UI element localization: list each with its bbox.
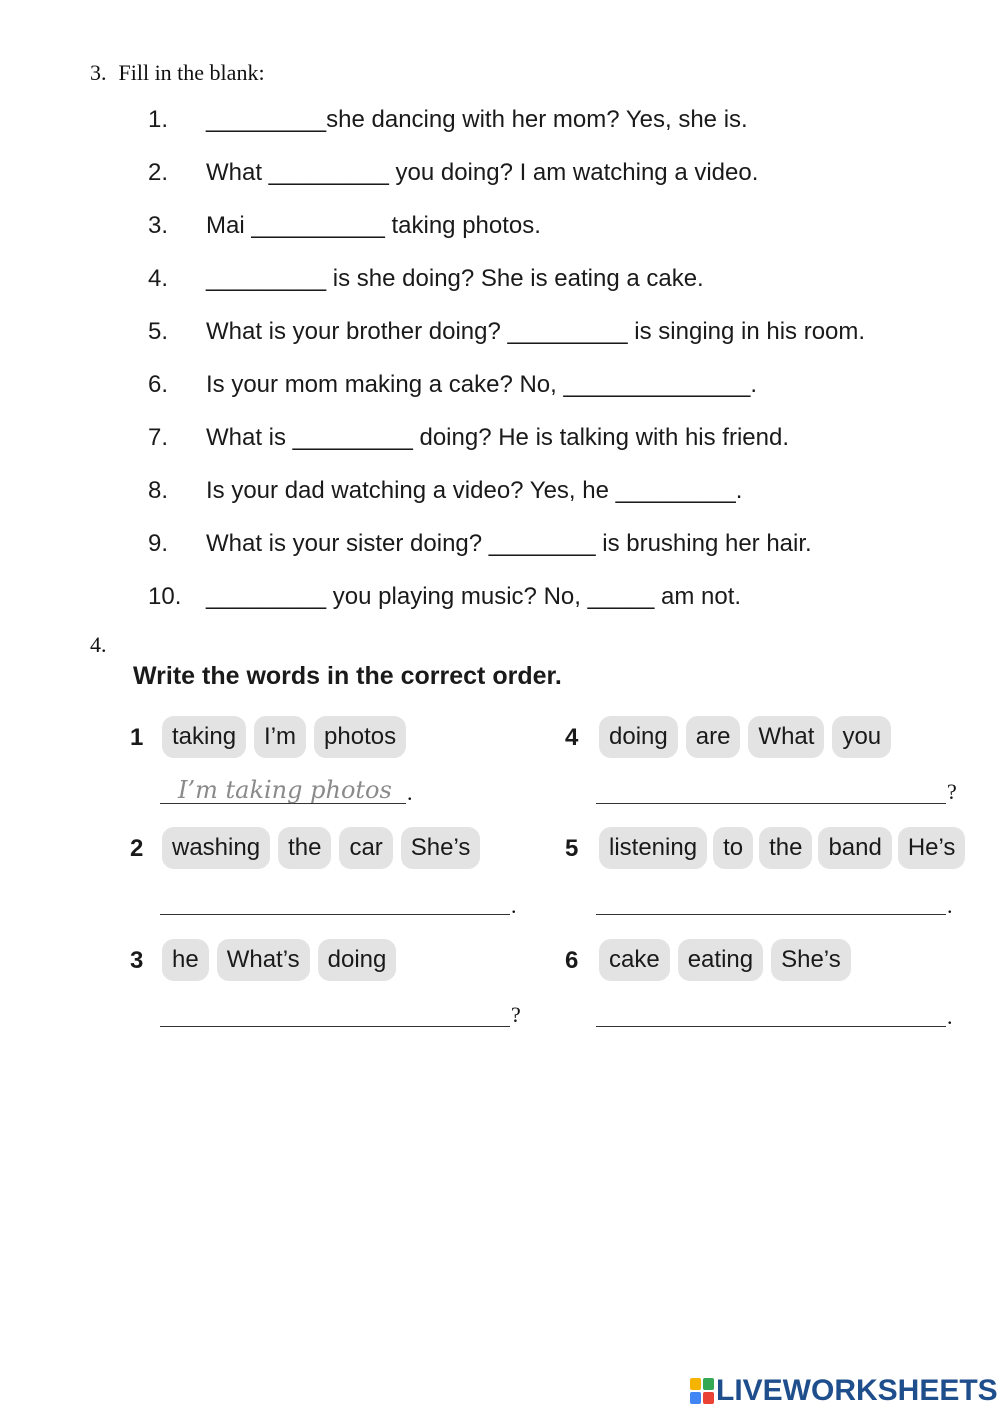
order-item-3-number: 3	[130, 947, 144, 974]
order-item-3-answer-line[interactable]	[160, 996, 510, 1027]
order-item-6-number: 6	[565, 947, 579, 974]
order-item-6-punct: .	[947, 1004, 953, 1029]
fill-item-number: 9.	[148, 530, 169, 557]
order-item-6-words	[599, 939, 851, 981]
fill-item-number: 5.	[148, 318, 169, 345]
order-item-1-punct: .	[407, 780, 413, 805]
fill-item-2	[148, 159, 758, 187]
fill-item-5	[148, 318, 865, 346]
word-chip: doing	[599, 716, 678, 758]
word-chip: to	[713, 827, 753, 869]
fill-item-number: 2.	[148, 159, 169, 186]
order-item-4-number: 4	[565, 724, 579, 751]
order-item-5-punct: .	[947, 893, 953, 918]
fill-item-number: 7.	[148, 424, 169, 451]
fill-item-text: Mai __________ taking photos.	[206, 212, 541, 239]
word-chip: the	[278, 827, 331, 869]
order-item-5-answer-line[interactable]	[596, 884, 946, 915]
order-item-3-words	[162, 939, 396, 981]
order-item-2-answer-line[interactable]	[160, 884, 510, 915]
order-item-5-number: 5	[565, 835, 579, 862]
fill-item-3	[148, 212, 541, 240]
word-chip: She’s	[771, 939, 851, 981]
word-chip: band	[818, 827, 891, 869]
order-item-4-answer-line[interactable]	[596, 773, 946, 804]
order-item-1-answer: I’m taking photos	[178, 776, 392, 804]
fill-item-text: _________she dancing with her mom? Yes, she is.	[206, 106, 748, 133]
order-item-1-number: 1	[130, 724, 144, 751]
section-3-number: 3.	[90, 60, 107, 85]
fill-item-4	[148, 265, 704, 293]
word-chip: cake	[599, 939, 670, 981]
word-chip: She’s	[401, 827, 481, 869]
fill-item-text: What is your brother doing? _________ is singing in his room.	[206, 318, 866, 345]
fill-item-text: _________ is she doing? She is eating a cake.	[206, 265, 704, 292]
word-chip: listening	[599, 827, 707, 869]
fill-item-number: 1.	[148, 106, 169, 133]
word-chip: car	[339, 827, 392, 869]
logo-square	[703, 1392, 714, 1404]
section-4-title: Write the words in the correct order.	[133, 662, 562, 690]
fill-item-number: 8.	[148, 477, 169, 504]
fill-item-text: _________ you playing music? No, _____ am not.	[206, 583, 742, 610]
word-chip: are	[686, 716, 741, 758]
order-item-2-number: 2	[130, 835, 144, 862]
fill-item-1	[148, 106, 748, 134]
word-chip: eating	[678, 939, 763, 981]
word-chip: He’s	[898, 827, 966, 869]
order-item-4-punct: ?	[947, 779, 957, 804]
liveworksheets-logo-icon	[690, 1378, 714, 1404]
logo-square	[690, 1378, 701, 1390]
order-item-2-punct: .	[511, 893, 517, 918]
order-item-6-answer-line[interactable]	[596, 996, 946, 1027]
fill-item-10	[148, 583, 741, 611]
fill-item-text: What _________ you doing? I am watching a video.	[206, 159, 759, 186]
order-item-1-words	[162, 716, 406, 758]
section-3-title: Fill in the blank:	[118, 60, 265, 85]
word-chip: he	[162, 939, 209, 981]
order-item-2-words	[162, 827, 480, 869]
fill-item-text: What is your sister doing? ________ is brushing her hair.	[206, 530, 812, 557]
word-chip: I’m	[254, 716, 306, 758]
order-item-3-punct: ?	[511, 1002, 521, 1027]
fill-item-text: Is your dad watching a video? Yes, he _________.	[206, 477, 743, 504]
word-chip: washing	[162, 827, 270, 869]
fill-item-number: 6.	[148, 371, 169, 398]
word-chip: photos	[314, 716, 406, 758]
fill-item-6	[148, 371, 757, 399]
fill-item-number: 3.	[148, 212, 169, 239]
fill-item-number: 4.	[148, 265, 169, 292]
word-chip: doing	[318, 939, 397, 981]
fill-item-7	[148, 424, 789, 452]
liveworksheets-logo-text: LIVEWORKSHEETS	[716, 1374, 998, 1407]
word-chip: you	[832, 716, 891, 758]
word-chip: What’s	[217, 939, 310, 981]
word-chip: the	[759, 827, 812, 869]
fill-item-number: 10.	[148, 583, 182, 610]
order-item-4-words	[599, 716, 891, 758]
word-chip: taking	[162, 716, 246, 758]
liveworksheets-logo	[690, 1374, 998, 1408]
fill-item-text: Is your mom making a cake? No, ______________.	[206, 371, 758, 398]
order-item-5-words	[599, 827, 965, 869]
section-3-heading	[90, 60, 265, 86]
word-chip: What	[748, 716, 824, 758]
logo-square	[690, 1392, 701, 1404]
fill-item-8	[148, 477, 742, 505]
fill-item-9	[148, 530, 812, 558]
logo-square	[703, 1378, 714, 1390]
section-4-number: 4.	[90, 632, 107, 657]
fill-item-text: What is _________ doing? He is talking with his friend.	[206, 424, 790, 451]
